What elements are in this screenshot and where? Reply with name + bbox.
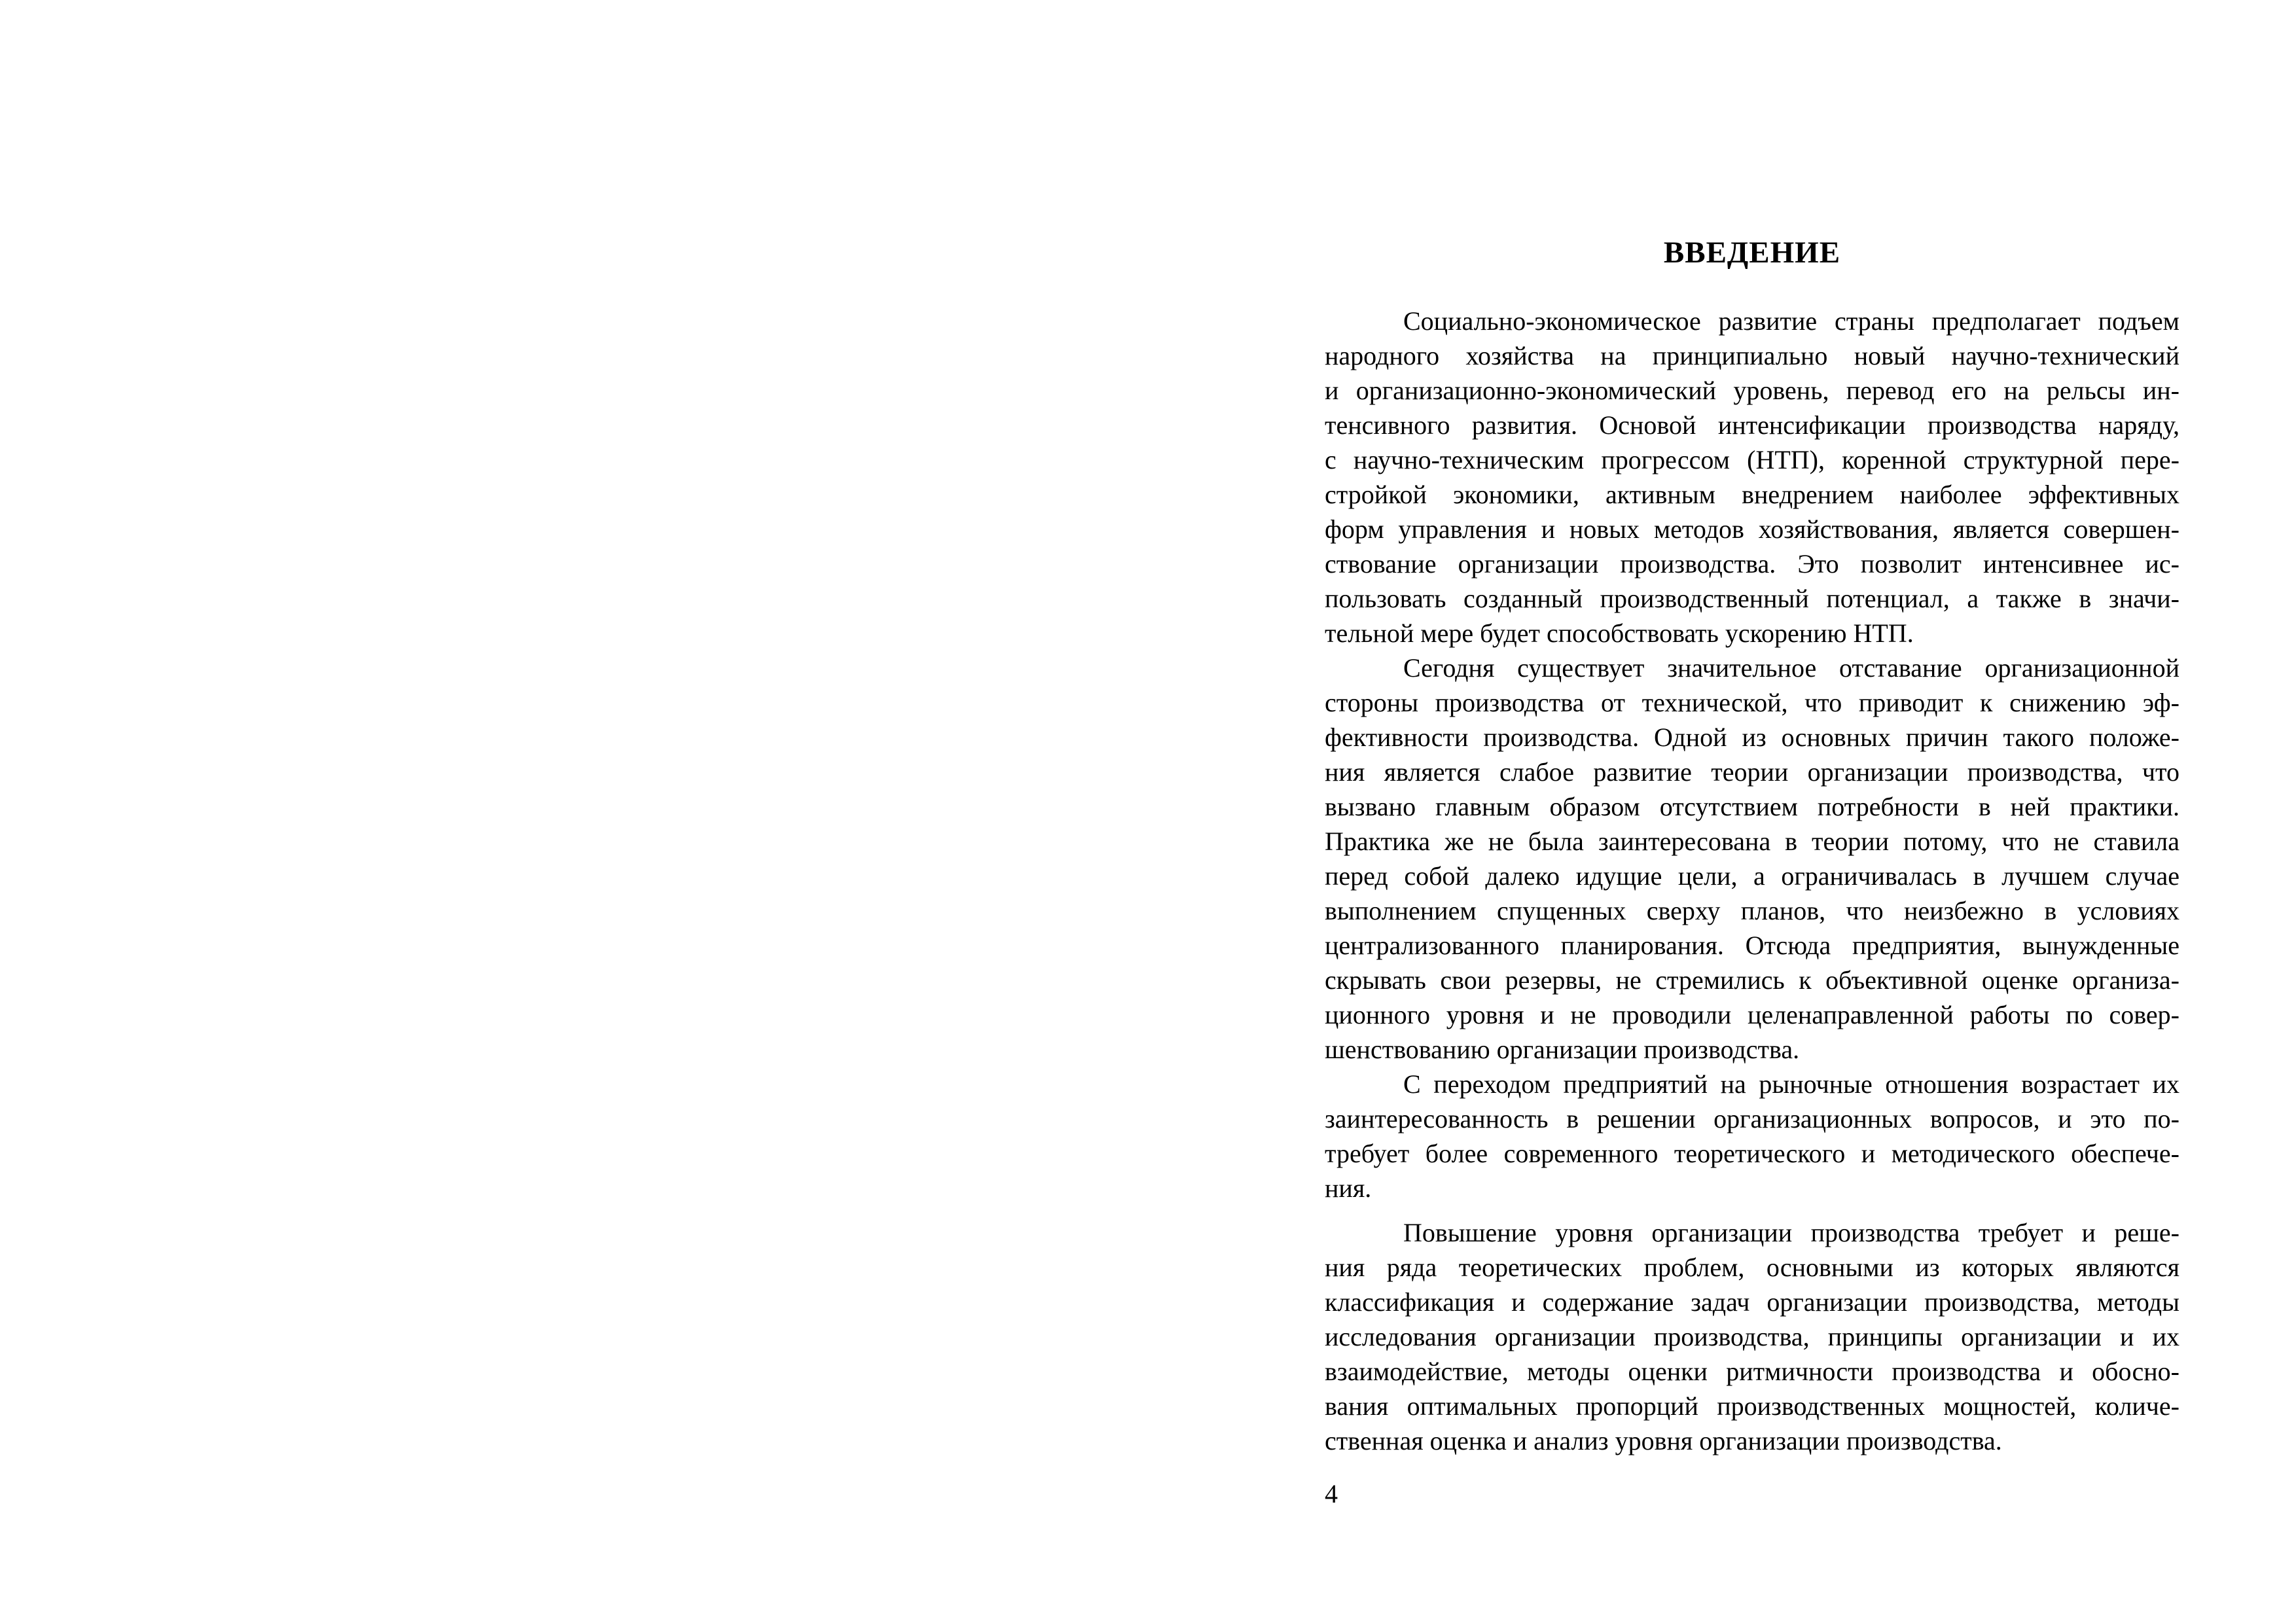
text-line: форм управления и новых методов хозяйствования, является совершен- [1325, 514, 2179, 544]
text-line: заинтересованность в решении организационных вопросов, и это по- [1325, 1104, 2179, 1133]
text-line: ния. [1325, 1173, 1372, 1203]
page-title: ВВЕДЕНИЕ [1663, 236, 1841, 270]
text-line: тенсивного развития. Основой интенсификации производства наряду, [1325, 410, 2179, 440]
text-line: взаимодействие, методы оценки ритмичности производства и обосно- [1325, 1357, 2179, 1386]
body-text [1325, 304, 2179, 1458]
text-line: стороны производства от технической, что приводит к снижению эф- [1325, 688, 2179, 717]
text-line: шенствованию организации производства. [1325, 1035, 1800, 1064]
text-line: стройкой экономики, активным внедрением наиболее эффективных [1325, 480, 2179, 509]
text-line: ционного уровня и не проводили целенаправленной работы по совер- [1325, 1000, 2179, 1029]
text-line: Сегодня существует значительное отставание организационной [1403, 653, 2179, 683]
text-line: ствование организации производства. Это позволит интенсивнее ис- [1325, 549, 2179, 579]
text-line: ственная оценка и анализ уровня организации производства. [1325, 1426, 2002, 1455]
paragraph [1325, 1215, 2179, 1458]
text-line: Практика же не была заинтересована в теории потому, что не ставила [1325, 827, 2179, 856]
text-line: скрывать свои резервы, не стремились к объективной оценке организа- [1325, 965, 2179, 995]
page-number: 4 [1325, 1479, 1338, 1508]
text-line: ния является слабое развитие теории организации производства, что [1325, 757, 2179, 787]
text-line: народного хозяйства на принципиально новый научно-технический [1325, 341, 2179, 370]
text-line: пользовать созданный производственный потенциал, а также в значи- [1325, 584, 2179, 613]
text-line: требует более современного теоретического и методического обеспече- [1325, 1139, 2179, 1168]
text-line: ния ряда теоретических проблем, основными из которых являются [1325, 1253, 2179, 1282]
text-line: Социально-экономическое развитие страны предполагает подъем [1403, 306, 2179, 336]
paragraph [1325, 651, 2179, 1067]
paragraph [1325, 304, 2179, 651]
text-line: и организационно-экономический уровень, перевод его на рельсы ин- [1325, 376, 2179, 405]
text-line: Повышение уровня организации производства требует и реше- [1403, 1218, 2179, 1247]
text-line: с научно-техническим прогрессом (НТП), коренной структурной пере- [1325, 445, 2179, 474]
text-line: фективности производства. Одной из основных причин такого положе- [1325, 722, 2179, 752]
text-line: перед собой далеко идущие цели, а ограничивалась в лучшем случае [1325, 861, 2179, 891]
text-line: классификация и содержание задач организации производства, методы [1325, 1287, 2179, 1317]
text-line: С переходом предприятий на рыночные отношения возрастает их [1403, 1069, 2179, 1099]
text-line: вания оптимальных пропорций производственных мощностей, количе- [1325, 1391, 2179, 1421]
text-line: исследования организации производства, принципы организации и их [1325, 1322, 2179, 1351]
text-line: тельной мере будет способствовать ускорению НТП. [1325, 618, 1914, 648]
text-line: вызвано главным образом отсутствием потребности в ней практики. [1325, 792, 2179, 821]
text-line: выполнением спущенных сверху планов, что неизбежно в условиях [1325, 896, 2179, 925]
text-line: централизованного планирования. Отсюда предприятия, вынужденные [1325, 931, 2179, 960]
paragraph [1325, 1067, 2179, 1205]
